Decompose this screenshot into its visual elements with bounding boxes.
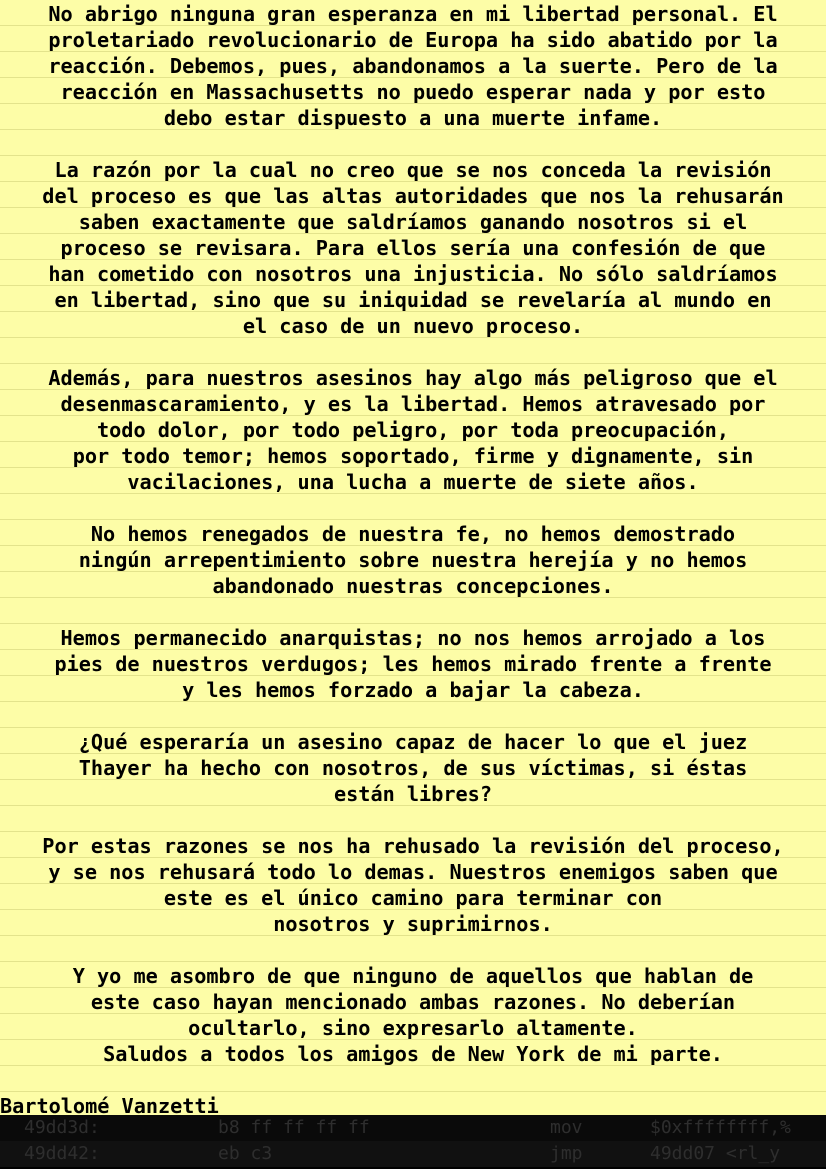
blank-line: [0, 1067, 826, 1093]
blank-line: [0, 937, 826, 963]
text-line: y se nos rehusará todo lo demas. Nuestros enemigos saben que: [48, 860, 778, 884]
text-line: este caso hayan mencionado ambas razones. No deberían: [90, 990, 736, 1014]
blank-line: [0, 131, 826, 157]
console-operand: 49dd07 <rl_y: [650, 1143, 781, 1164]
blank-line: [0, 495, 826, 521]
console-row: [0, 1141, 826, 1167]
text-line: y les hemos forzado a bajar la cabeza.: [182, 678, 644, 702]
text-line: este es el único camino para terminar con: [163, 886, 663, 910]
text-line: No abrigo ninguna gran esperanza en mi libertad personal. El: [48, 2, 778, 26]
text-line: reacción en Massachusetts no puedo esperar nada y por esto: [60, 80, 766, 104]
text-line: por todo temor; hemos soportado, firme y dignamente, sin: [72, 444, 754, 468]
console-bytes: eb c3: [218, 1143, 273, 1164]
text-line: debo estar dispuesto a una muerte infame.: [163, 106, 663, 130]
blank-line: [0, 703, 826, 729]
console-operand: $0xffffffff,%: [650, 1117, 791, 1138]
signature-line: Bartolomé Vanzetti: [0, 1094, 219, 1115]
text-line: Además, para nuestros asesinos hay algo más peligroso que el: [48, 366, 778, 390]
blank-line: [0, 807, 826, 833]
text-line: han cometido con nosotros una injusticia. No sólo saldríamos: [48, 262, 778, 286]
text-line: Saludos a todos los amigos de New York de mi parte.: [103, 1042, 723, 1066]
text-line: del proceso es que las altas autoridades que nos la rehusarán: [42, 184, 784, 208]
console-mnemonic: mov: [550, 1117, 583, 1138]
blank-line: [0, 339, 826, 365]
console-row: [0, 1115, 826, 1141]
text-line: ningún arrepentimiento sobre nuestra herejía y no hemos: [78, 548, 748, 572]
text-line: La razón por la cual no creo que se nos conceda la revisión: [54, 158, 772, 182]
console-address: 49dd3d:: [24, 1117, 100, 1138]
text-line: el caso de un nuevo proceso.: [242, 314, 584, 338]
text-line: saben exactamente que saldríamos ganando nosotros si el: [78, 210, 748, 234]
text-line: proletariado revolucionario de Europa ha sido abatido por la: [48, 28, 778, 52]
text-line: están libres?: [333, 782, 492, 806]
text-line: desenmascaramiento, y es la libertad. Hemos atravesado por: [60, 392, 766, 416]
console-address: 49dd42:: [24, 1143, 100, 1164]
text-line: Por estas razones se nos ha rehusado la revisión del proceso,: [42, 834, 784, 858]
text-line: ¿Qué esperaría un asesino capaz de hacer lo que el juez: [78, 730, 748, 754]
text-line: abandonado nuestras concepciones.: [212, 574, 614, 598]
text-line: Thayer ha hecho con nosotros, de sus víctimas, si éstas: [78, 756, 748, 780]
text-line: todo dolor, por todo peligro, por toda preocupación,: [96, 418, 729, 442]
text-line: Y yo me asombro de que ninguno de aquellos que hablan de: [72, 964, 754, 988]
text-line: No hemos renegados de nuestra fe, no hemos demostrado: [90, 522, 736, 546]
console-mnemonic: jmp: [550, 1143, 583, 1164]
blank-line: [0, 599, 826, 625]
text-line: ocultarlo, sino expresarlo altamente.: [188, 1016, 638, 1040]
text-line: Hemos permanecido anarquistas; no nos hemos arrojado a los: [60, 626, 766, 650]
disassembly-console: [0, 1115, 826, 1169]
console-bytes: b8 ff ff ff ff: [218, 1117, 370, 1138]
text-line: vacilaciones, una lucha a muerte de siete años.: [127, 470, 699, 494]
text-line: pies de nuestros verdugos; les hemos mirado frente a frente: [54, 652, 772, 676]
text-line: en libertad, sino que su iniquidad se revelaría al mundo en: [54, 288, 772, 312]
text-line: proceso se revisara. Para ellos sería una confesión de que: [60, 236, 766, 260]
text-line: reacción. Debemos, pues, abandonamos a la suerte. Pero de la: [48, 54, 778, 78]
text-line: nosotros y suprimirnos.: [273, 912, 553, 936]
